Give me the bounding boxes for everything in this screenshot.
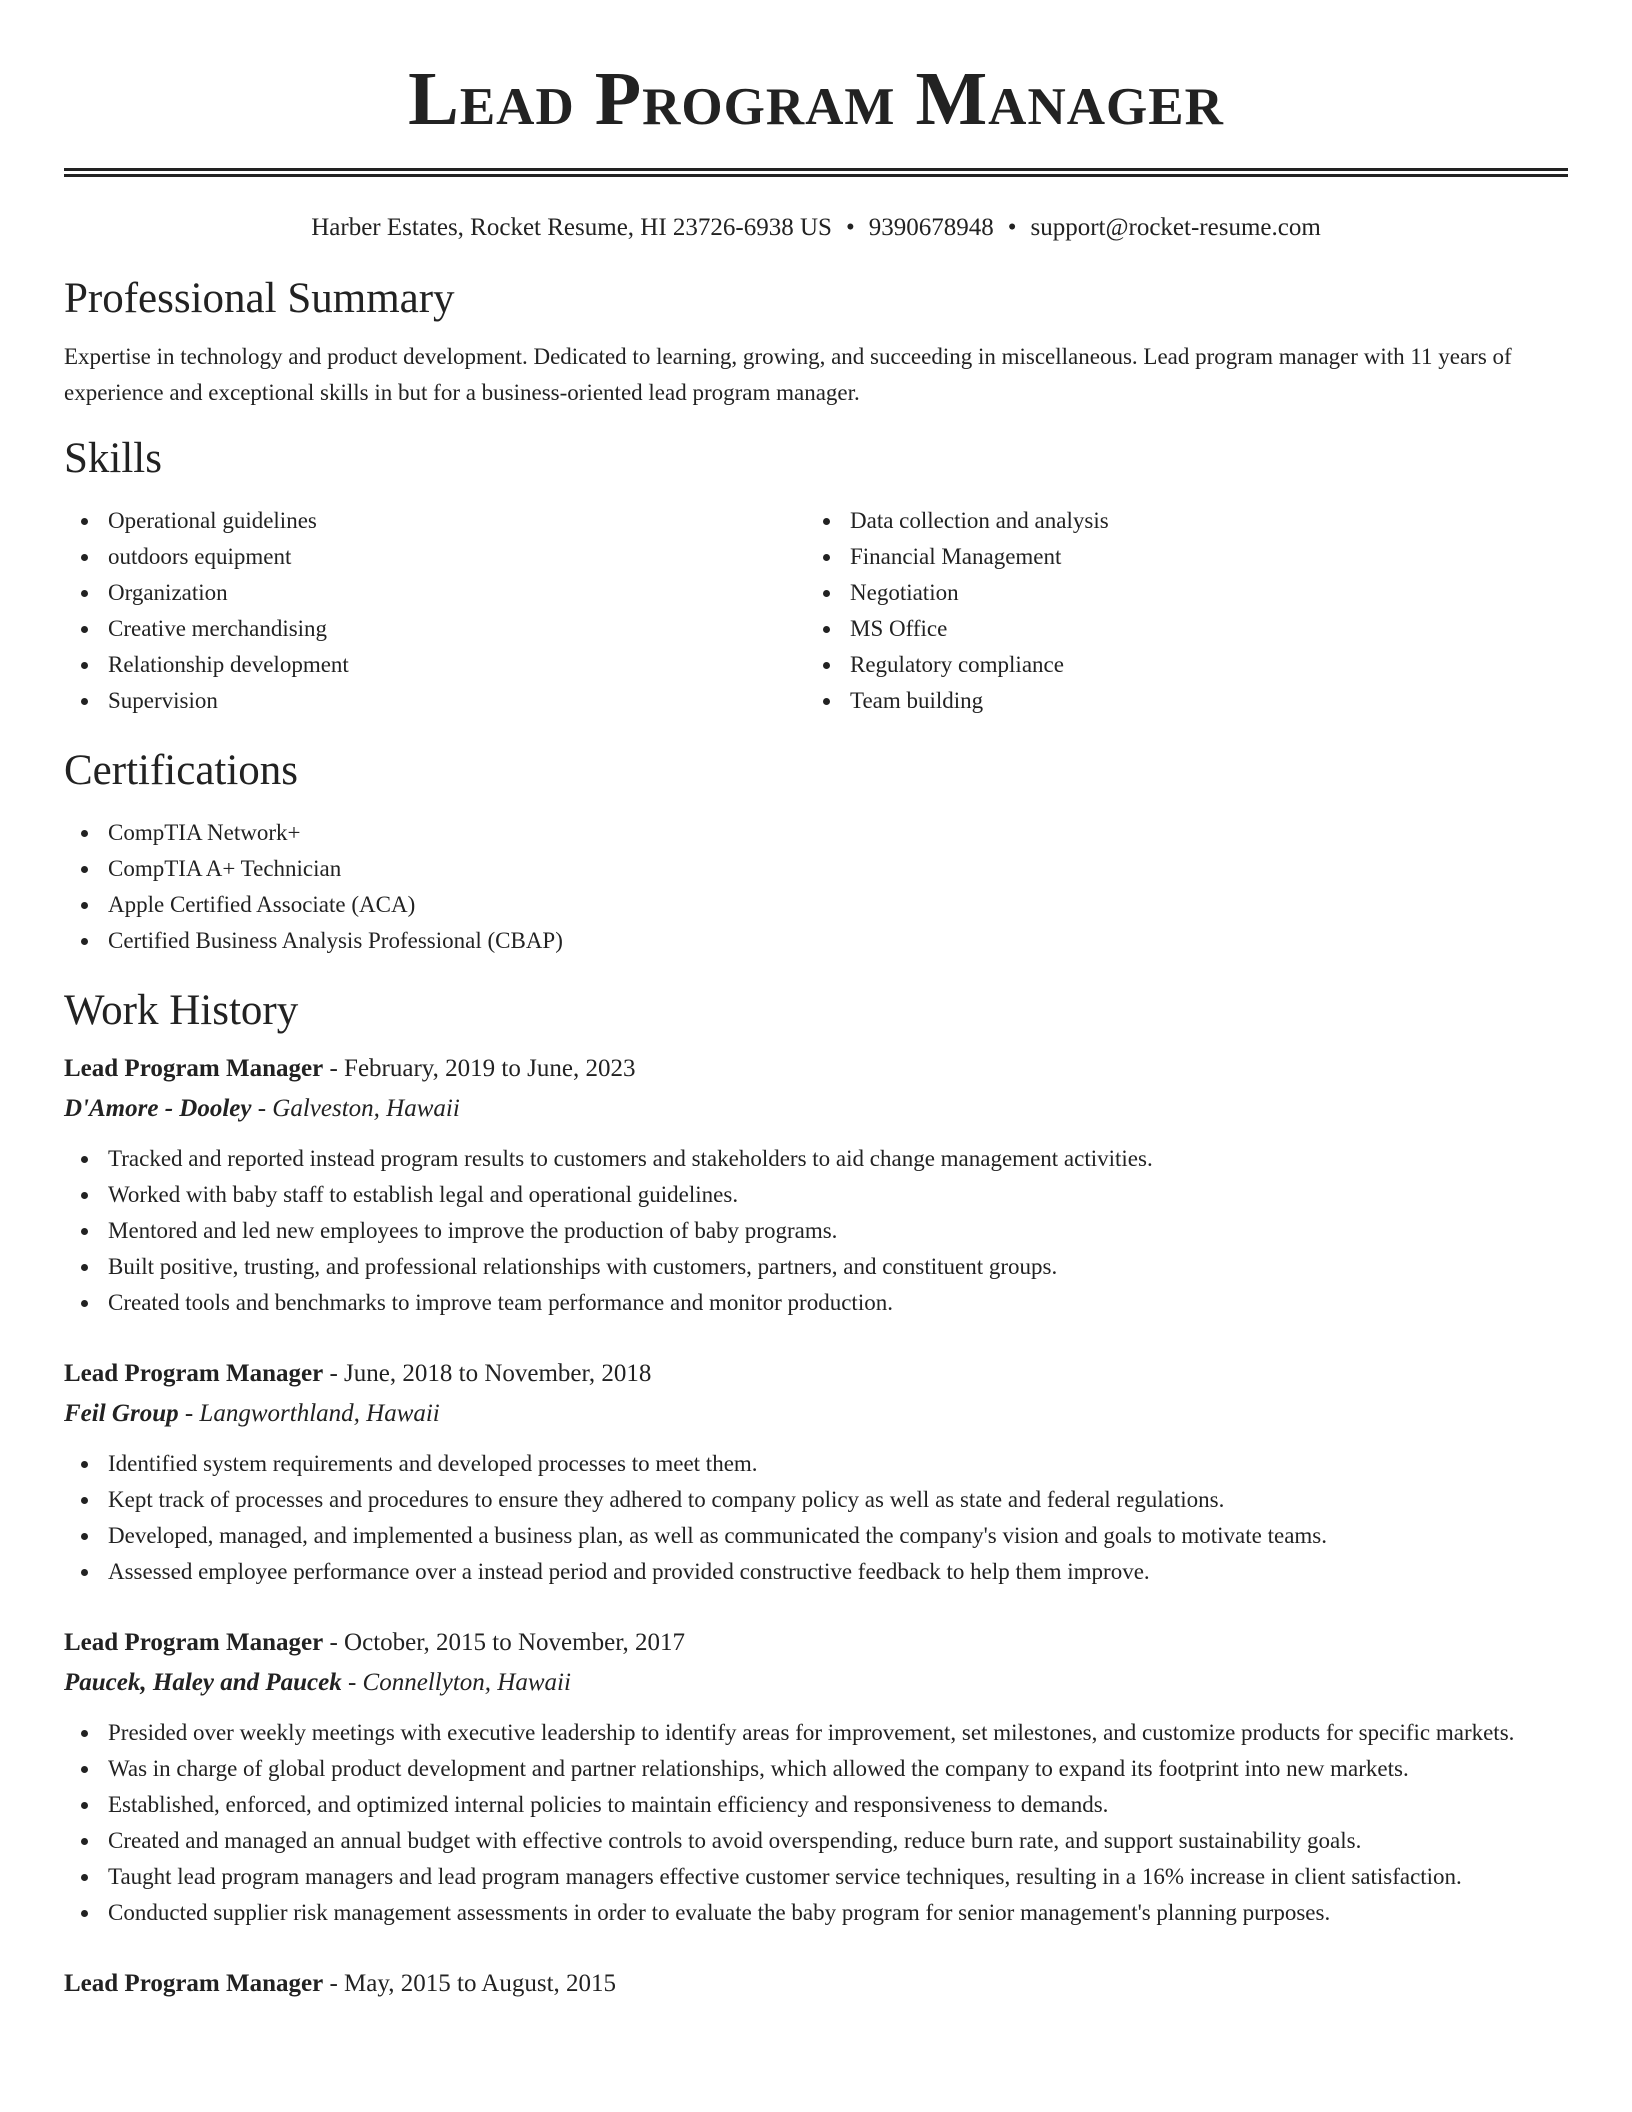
job-title: Lead Program Manager [64, 1360, 324, 1387]
certification-item: CompTIA Network+ [64, 815, 1568, 851]
job-title-line [64, 1623, 1568, 1663]
resume-page [64, 0, 1568, 2004]
skill-item: Relationship development [64, 647, 806, 683]
job-bullet: Developed, managed, and implemented a business plan, as well as communicated the company's vision and goals to motivate teams. [64, 1518, 1568, 1554]
job-bullet: Assessed employee performance over a instead period and provided constructive feedback to help them improve. [64, 1554, 1568, 1590]
job-title-line [64, 1049, 1568, 1089]
skills-list-right [806, 503, 1548, 719]
job-bullet: Tracked and reported instead program results to customers and stakeholders to aid change management activities. [64, 1141, 1568, 1177]
skills-heading: Skills [64, 435, 162, 482]
job-company: Feil Group [64, 1400, 179, 1427]
job-company-line [64, 1663, 1568, 1703]
job-dates: - June, 2018 to November, 2018 [323, 1360, 652, 1387]
job-company: Paucek, Haley and Paucek [64, 1669, 342, 1696]
certification-item: Apple Certified Associate (ACA) [64, 887, 1568, 923]
job-bullet: Mentored and led new employees to improve the production of baby programs. [64, 1213, 1568, 1249]
job-location: - Galveston, Hawaii [251, 1095, 460, 1122]
contact-email: support@rocket-resume.com [1030, 214, 1321, 241]
job-dates: - October, 2015 to November, 2017 [323, 1629, 686, 1656]
certifications-heading: Certifications [64, 747, 299, 794]
job-title-line [64, 1964, 1568, 2004]
job-title: Lead Program Manager [64, 1629, 324, 1656]
job-title-line [64, 1354, 1568, 1394]
job-entry [64, 1354, 1568, 1590]
job-bullets [64, 1715, 1568, 1931]
contact-separator: • [1007, 214, 1017, 241]
skill-item: Supervision [64, 683, 806, 719]
skill-item: Financial Management [806, 539, 1548, 575]
job-title: Lead Program Manager [64, 1055, 324, 1082]
job-entry [64, 1049, 1568, 1321]
skill-item: Team building [806, 683, 1548, 719]
job-bullet: Presided over weekly meetings with executive leadership to identify areas for improvement, set milestones, and customize products for specific markets. [64, 1715, 1568, 1751]
job-dates: - February, 2019 to June, 2023 [323, 1055, 636, 1082]
skills-grid [64, 503, 1568, 719]
job-bullet: Worked with baby staff to establish legal and operational guidelines. [64, 1177, 1568, 1213]
job-bullet: Built positive, trusting, and professional relationships with customers, partners, and constituent groups. [64, 1249, 1568, 1285]
job-bullet: Conducted supplier risk management assessments in order to evaluate the baby program for senior management's planning purposes. [64, 1895, 1568, 1931]
skill-item: Regulatory compliance [806, 647, 1548, 683]
skill-item: MS Office [806, 611, 1548, 647]
skill-item: outdoors equipment [64, 539, 806, 575]
job-entry [64, 1964, 1568, 2004]
job-bullet: Was in charge of global product development and partner relationships, which allowed the company to expand its footprint into new markets. [64, 1751, 1568, 1787]
certification-item: CompTIA A+ Technician [64, 851, 1568, 887]
work-history-section [64, 985, 1568, 2004]
job-bullets [64, 1141, 1568, 1321]
skills-list-left [64, 503, 806, 719]
summary-section [64, 273, 1568, 411]
skill-item: Creative merchandising [64, 611, 806, 647]
job-company: D'Amore - Dooley [64, 1095, 252, 1122]
work-history-heading: Work History [64, 987, 299, 1034]
job-bullets [64, 1446, 1568, 1590]
job-entry [64, 1623, 1568, 1931]
job-bullet: Created tools and benchmarks to improve team performance and monitor production. [64, 1285, 1568, 1321]
job-bullet: Identified system requirements and developed processes to meet them. [64, 1446, 1568, 1482]
skill-item: Organization [64, 575, 806, 611]
resume-title: Lead Program Manager [408, 57, 1224, 141]
contact-separator: • [845, 214, 855, 241]
skill-item: Negotiation [806, 575, 1548, 611]
skill-item: Operational guidelines [64, 503, 806, 539]
contact-line [64, 212, 1568, 244]
job-title: Lead Program Manager [64, 1970, 324, 1997]
job-bullet: Taught lead program managers and lead program managers effective customer service techniques, resulting in a 16% increase in client satisfaction. [64, 1859, 1568, 1895]
job-dates: - May, 2015 to August, 2015 [323, 1970, 617, 1997]
summary-text: Expertise in technology and product development. Dedicated to learning, growing, and succeeding in miscellaneous. Lead program manager with 11 years of experience and exceptional skills in but for a business-oriented lead program manager. [64, 344, 1512, 405]
job-bullet: Kept track of processes and procedures to ensure they adhered to company policy as well as state and federal regulations. [64, 1482, 1568, 1518]
contact-address: Harber Estates, Rocket Resume, HI 23726-6938 US [311, 214, 832, 241]
job-company-line [64, 1394, 1568, 1434]
job-location: - Langworthland, Hawaii [178, 1400, 440, 1427]
skill-item: Data collection and analysis [806, 503, 1548, 539]
title-divider [64, 168, 1568, 177]
job-company-line [64, 1089, 1568, 1129]
job-bullet: Created and managed an annual budget with effective controls to avoid overspending, reduce burn rate, and support sustainability goals. [64, 1823, 1568, 1859]
certifications-section [64, 745, 1568, 959]
certifications-list [64, 815, 1568, 959]
certification-item: Certified Business Analysis Professional (CBAP) [64, 923, 1568, 959]
summary-heading: Professional Summary [64, 275, 455, 322]
job-location: - Connellyton, Hawaii [341, 1669, 571, 1696]
job-bullet: Established, enforced, and optimized internal policies to maintain efficiency and responsiveness to demands. [64, 1787, 1568, 1823]
skills-section [64, 433, 1568, 719]
contact-phone: 9390678948 [868, 214, 994, 241]
